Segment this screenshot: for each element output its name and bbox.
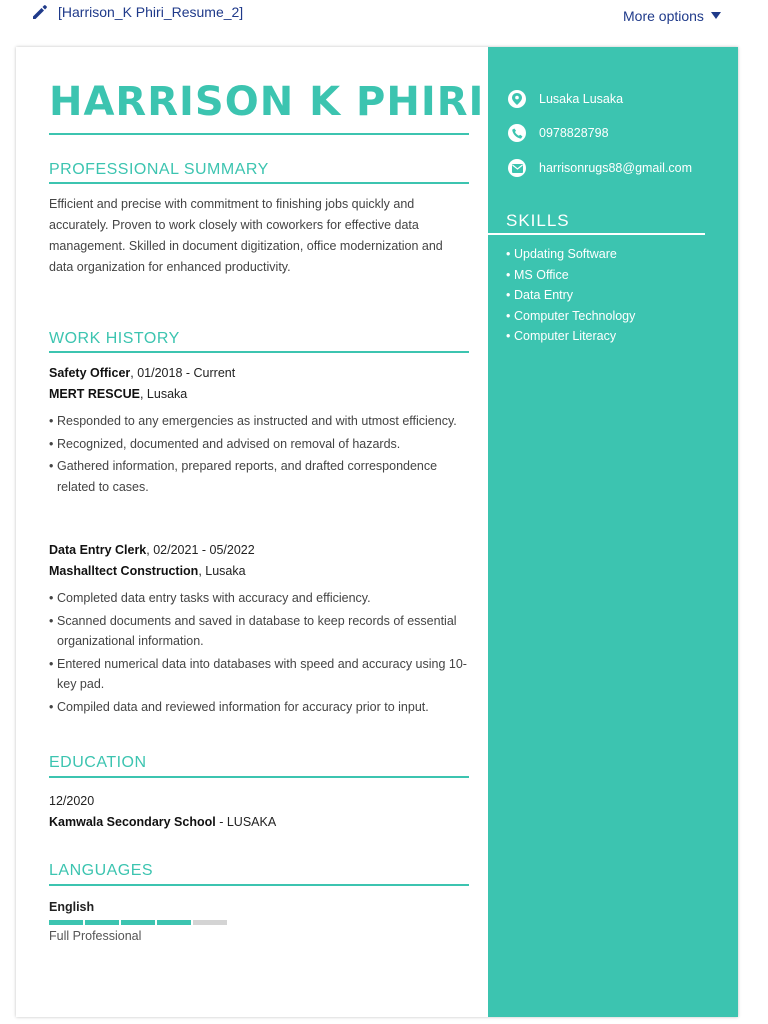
job-company: MERT RESCUE xyxy=(49,387,140,401)
job-bullets xyxy=(49,411,474,497)
job-bullet: • Recognized, documented and advised on removal of hazards. xyxy=(49,434,474,455)
job-location: , Lusaka xyxy=(139,387,188,401)
job-bullet: • Compiled data and reviewed information for accuracy prior to input. xyxy=(49,697,474,718)
skill-item: • Computer Literacy xyxy=(506,326,635,347)
skills-list xyxy=(506,244,635,347)
phone-icon xyxy=(508,124,526,142)
job-bullets xyxy=(49,588,474,717)
document-name[interactable]: [Harrison_K Phiri_Resume_2] xyxy=(58,4,244,20)
skills-divider xyxy=(488,233,705,235)
language-entry xyxy=(49,899,227,946)
resume-sheet xyxy=(16,47,738,1017)
job-bullet: • Completed data entry tasks with accuracy and efficiency. xyxy=(49,588,474,609)
language-level: Full Professional xyxy=(49,929,142,943)
summary-heading: PROFESSIONAL SUMMARY xyxy=(49,161,269,178)
work-history-heading: WORK HISTORY xyxy=(49,330,180,347)
skill-item: • Data Entry xyxy=(506,285,635,306)
language-proficiency-bar xyxy=(49,920,227,925)
proficiency-segment xyxy=(121,920,155,925)
document-title[interactable] xyxy=(30,2,243,22)
location-pin-icon xyxy=(508,90,526,108)
education-heading: EDUCATION xyxy=(49,754,147,771)
skill-item: • Updating Software xyxy=(506,244,635,265)
job-bullet: • Gathered information, prepared reports, and drafted correspondence related to cases. xyxy=(49,456,474,497)
job-bullet: • Entered numerical data into databases with speed and accuracy using 10-key pad. xyxy=(49,654,474,695)
job-company: Mashalltect Construction xyxy=(49,564,199,578)
job-bullet: • Responded to any emergencies as instructed and with utmost efficiency. xyxy=(49,411,474,432)
summary-text: Efficient and precise with commitment to finishing jobs quickly and accurately. Proven to work closely with coworkers for effective data management. Skilled in document digitization, office modernization and data organization for enhanced productivity. xyxy=(49,197,443,274)
resume-sidebar xyxy=(488,47,738,1017)
contact-location xyxy=(508,90,623,108)
job-dates: , 02/2021 - 05/2022 xyxy=(146,543,255,557)
envelope-icon xyxy=(508,159,526,177)
education-location: - LUSAKA xyxy=(215,815,277,829)
name-divider xyxy=(49,133,469,135)
candidate-name: HARRISON K PHIRI xyxy=(49,79,485,125)
job-title: Safety Officer xyxy=(49,366,131,380)
job-location: , Lusaka xyxy=(198,564,246,578)
more-options-button[interactable] xyxy=(623,8,721,24)
education-divider xyxy=(49,776,469,778)
education-entry xyxy=(49,791,276,833)
contact-location-text: Lusaka Lusaka xyxy=(539,92,624,106)
education-school: Kamwala Secondary School xyxy=(49,815,216,829)
summary-divider xyxy=(49,182,469,184)
job-entry xyxy=(49,363,474,499)
job-title: Data Entry Clerk xyxy=(49,543,147,557)
skills-heading: SKILLS xyxy=(506,211,570,230)
job-dates: , 01/2018 - Current xyxy=(130,366,236,380)
languages-heading: LANGUAGES xyxy=(49,862,154,879)
contact-phone xyxy=(508,124,609,142)
skill-item: • MS Office xyxy=(506,265,635,286)
top-bar xyxy=(0,0,768,40)
job-entry xyxy=(49,540,474,719)
proficiency-segment xyxy=(49,920,83,925)
education-date: 12/2020 xyxy=(49,794,95,808)
proficiency-segment xyxy=(193,920,227,925)
caret-down-icon[interactable] xyxy=(711,12,721,20)
more-options-label[interactable]: More options xyxy=(623,8,704,24)
skill-item: • Computer Technology xyxy=(506,306,635,327)
contact-phone-text: 0978828798 xyxy=(539,126,609,140)
contact-email-text: harrisonrugs88@gmail.com xyxy=(539,161,693,175)
pencil-icon[interactable] xyxy=(30,2,50,22)
proficiency-segment xyxy=(157,920,191,925)
resume-main-column xyxy=(16,47,488,1017)
languages-divider xyxy=(49,884,469,886)
contact-email xyxy=(508,159,692,177)
job-bullet: • Scanned documents and saved in database to keep records of essential organizational information. xyxy=(49,611,474,652)
language-name: English xyxy=(49,900,95,914)
proficiency-segment xyxy=(85,920,119,925)
work-history-divider xyxy=(49,351,469,353)
